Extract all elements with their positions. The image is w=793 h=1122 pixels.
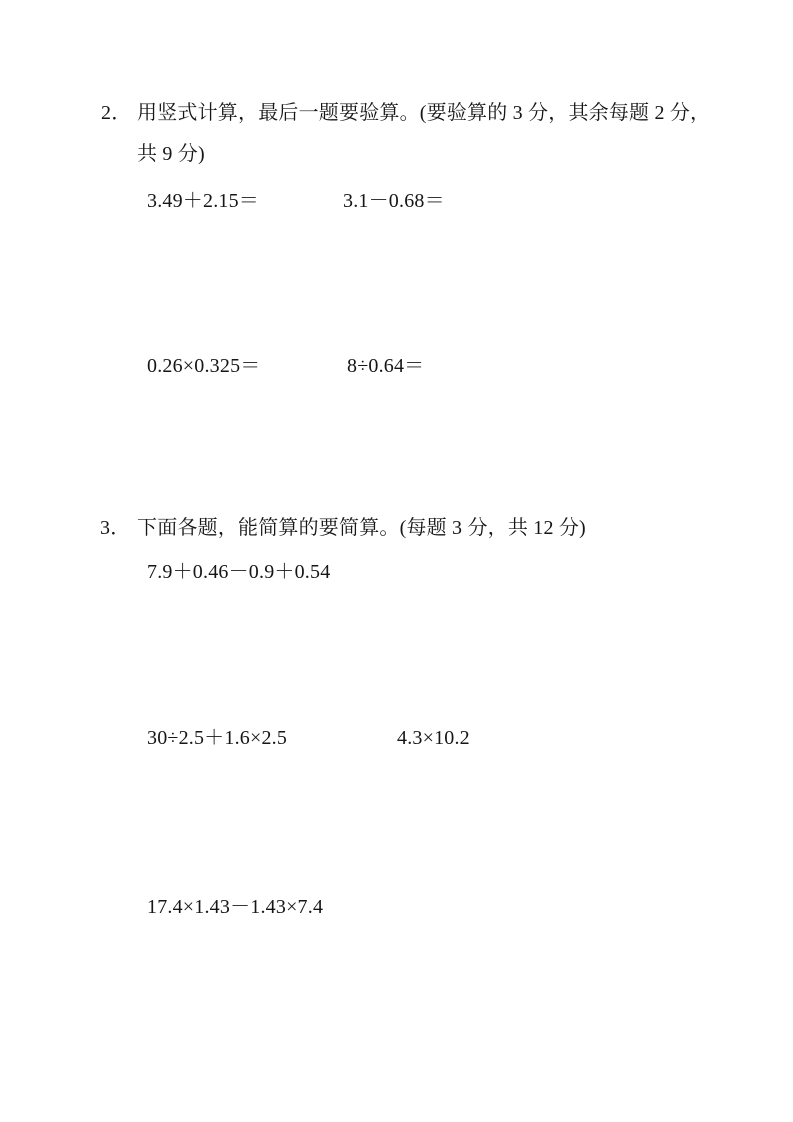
question-2-number: 2． <box>101 102 132 124</box>
question-2-heading-line-1: 用竖式计算，最后一题要验算。(要验算的 3 分，其余每题 2 分， <box>137 102 711 124</box>
question-3-problem-1: 7.9＋0.46－0.9＋0.54 <box>147 561 331 583</box>
question-3-problem-3: 4.3×10.2 <box>397 727 470 749</box>
question-2-problem-1: 3.49＋2.15＝ <box>147 190 259 212</box>
question-2-problem-4: 8÷0.64＝ <box>347 355 425 377</box>
question-3-problem-2: 30÷2.5＋1.6×2.5 <box>147 727 288 749</box>
question-2-heading-line-2: 共 9 分) <box>137 143 205 165</box>
question-3-heading: 下面各题，能简算的要简算。(每题 3 分，共 12 分) <box>137 517 586 539</box>
question-3-number: 3． <box>100 517 131 539</box>
question-2-problem-3: 0.26×0.325＝ <box>147 355 261 377</box>
question-3-problem-4: 17.4×1.43－1.43×7.4 <box>147 896 324 918</box>
question-2-problem-2: 3.1－0.68＝ <box>343 190 445 212</box>
